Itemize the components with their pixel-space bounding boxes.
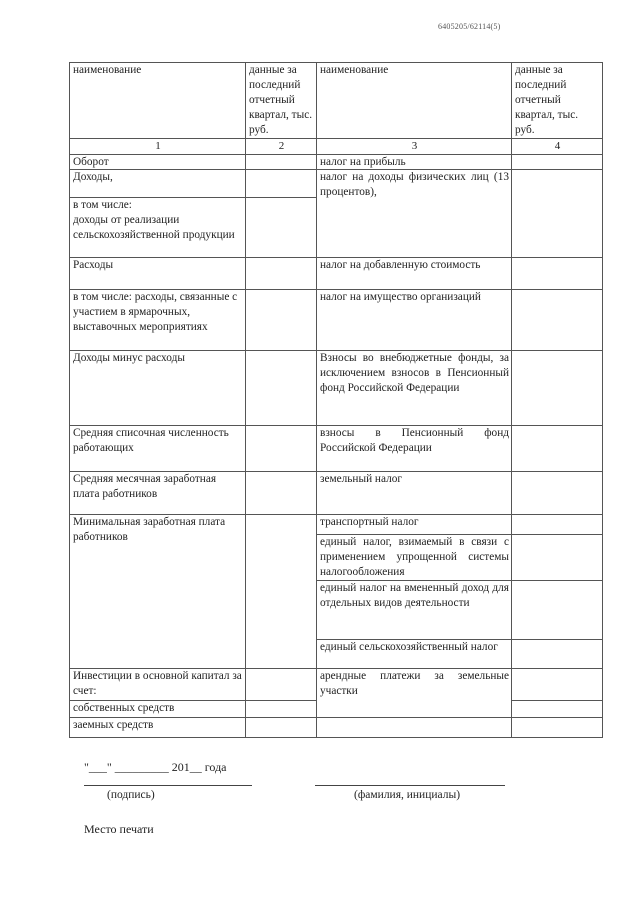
row-label-investments: Инвестиции в основной капитал за счет: [70,669,246,701]
value-cell [512,472,603,515]
table-row [70,170,603,198]
name-line [315,785,505,786]
table-header-row [70,63,603,139]
row-label-turnover: Оборот [70,154,246,170]
value-cell [512,426,603,472]
row-label-transport-tax: транспортный налог [317,515,512,535]
name-caption: (фамилия, инициалы) [354,789,461,801]
value-cell [246,351,317,426]
table-row [70,258,603,290]
value-cell [512,701,603,718]
signature-caption: (подпись) [107,789,155,801]
value-cell [246,718,317,738]
column-numbers-row [70,139,603,155]
value-cell [512,669,603,701]
value-cell [512,154,603,170]
row-label-contributions: Взносы во внебюджетные фонды, за исключением взносов в Пенсионный фонд Российской Федерации [317,351,512,426]
value-cell [512,515,603,535]
value-cell [512,290,603,351]
row-label-borrowed-funds: заемных средств [70,718,246,738]
value-cell [246,154,317,170]
row-label-eshn: единый сельскохозяйственный налог [317,640,512,669]
value-cell [246,472,317,515]
row-label-land-tax: земельный налог [317,472,512,515]
value-cell [512,535,603,581]
row-label-pension: взносы в Пенсионный фонд Российской Федерации [317,426,512,472]
header-data-4: данные за последний отчетный квартал, тыс. руб. [512,63,603,139]
row-label-usn: единый налог, взимаемый в связи с применением упрощенной системы налогообложения [317,535,512,581]
header-name-1: наименование [70,63,246,139]
table-row [70,154,603,170]
value-cell [512,718,603,738]
column-number: 4 [512,139,603,155]
table-row [70,669,603,701]
value-cell [512,258,603,290]
value-cell [512,170,603,258]
row-label-expenses: Расходы [70,258,246,290]
column-number: 1 [70,139,246,155]
table-row [70,718,603,738]
column-number: 3 [317,139,512,155]
value-cell [512,581,603,640]
value-cell [246,701,317,718]
date-line: "___" _________ 201__ года [84,760,227,774]
row-label-envd: единый налог на вмененный доход для отдельных видов деятельности [317,581,512,640]
row-label-min-wage: Минимальная заработная плата работников [70,515,246,669]
row-label-expenses-fairs: в том числе: расходы, связанные с участием в ярмарочных, выставочных мероприятиях [70,290,246,351]
header-data-2: данные за последний отчетный квартал, тыс. руб. [246,63,317,139]
table-row [70,351,603,426]
financial-indicators-table [69,62,603,738]
value-cell [246,170,317,198]
value-cell [317,718,512,738]
row-label-own-funds: собственных средств [70,701,246,718]
value-cell [246,515,317,669]
value-cell [246,290,317,351]
signature-line [84,785,252,786]
row-label-income-agri: в том числе: доходы от реализации сельскохозяйственной продукции [70,198,246,258]
row-label-property-tax: налог на имущество организаций [317,290,512,351]
header-name-3: наименование [317,63,512,139]
value-cell [246,426,317,472]
row-label-avg-wage: Средняя месячная заработная плата работников [70,472,246,515]
table-row [70,426,603,472]
document-id: 6405205/62114(5) [438,22,501,31]
row-label-income: Доходы, [70,170,246,198]
value-cell [246,669,317,701]
row-label-pit: налог на доходы физических лиц (13 процентов), [317,170,512,258]
column-number: 2 [246,139,317,155]
stamp-place: Место печати [84,822,154,836]
value-cell [246,198,317,258]
row-label-income-minus-expenses: Доходы минус расходы [70,351,246,426]
value-cell [512,640,603,669]
row-label-vat: налог на добавленную стоимость [317,258,512,290]
row-label-land-rent: арендные платежи за земельные участки [317,669,512,718]
row-label-headcount: Средняя списочная численность работающих [70,426,246,472]
value-cell [512,351,603,426]
table-row [70,515,603,535]
row-label-profit-tax: налог на прибыль [317,154,512,170]
table-row [70,472,603,515]
value-cell [246,258,317,290]
table-row [70,290,603,351]
